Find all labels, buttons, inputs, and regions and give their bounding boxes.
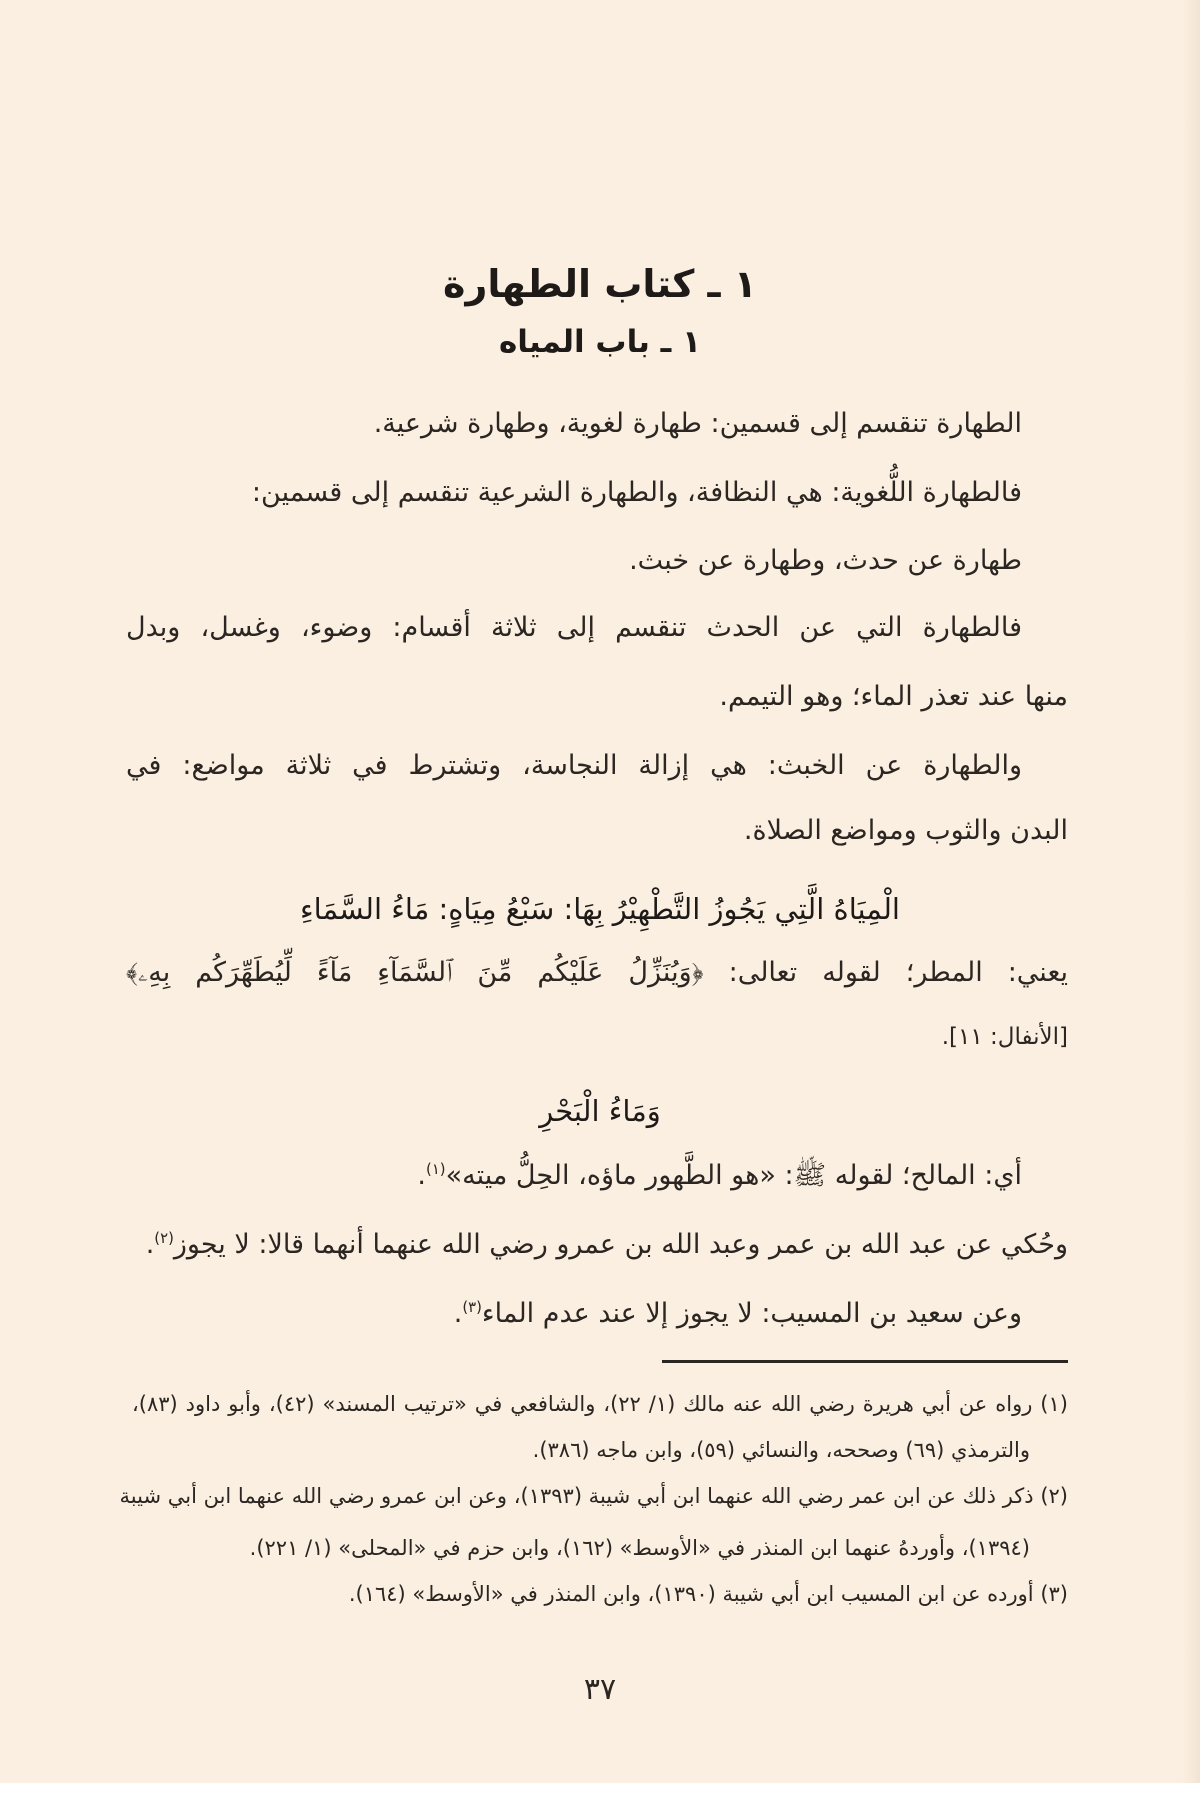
explanation-text: وعن سعيد بن المسيب: لا يجوز إلا عند عدم الماء (481, 1298, 1022, 1329)
paragraph-line: طهارة عن حدث، وطهارة عن خبث. (629, 545, 1022, 576)
footnote-divider (662, 1360, 1068, 1363)
section-title: ١ ـ باب المياه (499, 324, 701, 360)
explanation-line: وعن سعيد بن المسيب: لا يجوز إلا عند عدم الماء$^{(٣)}$. (453, 1298, 1022, 1329)
matn-text: الْمِيَاهُ الَّتِي يَجُوزُ التَّطْهِيْرُ بِهَا: سَبْعُ مِيَاهٍ: مَاءُ السَّمَاءِ (300, 892, 900, 926)
paragraph-line: الطهارة تنقسم إلى قسمين: طهارة لغوية، وطهارة شرعية. (373, 408, 1022, 439)
paragraph-line: فالطهارة التي عن الحدث تنقسم إلى ثلاثة أقسام: وضوء، وغسل، وبدل (126, 612, 1022, 643)
footnote-line: (٣) أورده عن ابن المسيب ابن أبي شيبة (١٣٩٠)، وابن المنذر في «الأوسط» (١٦٤). (348, 1582, 1068, 1606)
paragraph-line: البدن والثوب ومواضع الصلاة. (743, 815, 1068, 846)
paragraph-line: منها عند تعذر الماء؛ وهو التيمم. (719, 681, 1068, 712)
chapter-title: ١ ـ كتاب الطهارة (443, 262, 757, 306)
paragraph-line: والطهارة عن الخبث: هي إزالة النجاسة، وتشترط في ثلاثة مواضع: في (126, 750, 1022, 781)
footnote-ref[interactable]: (٢) (154, 1229, 174, 1247)
footnote-ref[interactable]: (١) (426, 1160, 446, 1178)
footnote-line: (١) رواه عن أبي هريرة رضي الله عنه مالك (١/ ٢٢)، والشافعي في «ترتيب المسند» (٤٢)، وأبو داود (٨٣)، (132, 1392, 1068, 1416)
explanation-text: وحُكي عن عبد الله بن عمر وعبد الله بن عمرو رضي الله عنهما أنهما قالا: لا يجوز (173, 1229, 1068, 1260)
footnote-line: (٢) ذكر ذلك عن ابن عمر رضي الله عنهما ابن أبي شيبة (١٣٩٣)، وعن ابن عمرو رضي الله عنهما ابن أبي شيبة (119, 1484, 1068, 1508)
matn-text: وَمَاءُ الْبَحْرِ (539, 1094, 661, 1128)
explanation-line: يعني: المطر؛ لقوله تعالى: ﴿وَيُنَزِّلُ عَلَيْكُم مِّنَ ٱلسَّمَآءِ مَآءً لِّيُطَهِّرَكُم بِهِۦ﴾ (126, 957, 1068, 988)
footnote-line: (١٣٩٤)، وأوردهُ عنهما ابن المنذر في «الأوسط» (١٦٢)، وابن حزم في «المحلى» (١/ ٢٢١). (249, 1536, 1030, 1560)
explanation-line: وحُكي عن عبد الله بن عمر وعبد الله بن عمرو رضي الله عنهما أنهما قالا: لا يجوز$^{(٢)}$. (145, 1229, 1068, 1260)
explanation-line: أي: المالح؛ لقوله ﷺ: «هو الطَّهور ماؤه، الحِلُّ ميته»$^{(١)}$. (417, 1160, 1022, 1191)
paragraph-line: فالطهارة اللُّغوية: هي النظافة، والطهارة الشرعية تنقسم إلى قسمين: (251, 477, 1022, 508)
quran-reference: [الأنفال: ١١]. (941, 1024, 1068, 1050)
footnote-line: والترمذي (٦٩) وصححه، والنسائي (٥٩)، وابن ماجه (٣٨٦). (532, 1438, 1030, 1462)
page-number: ٣٧ (583, 1672, 617, 1707)
footnote-ref[interactable]: (٣) (462, 1298, 482, 1316)
explanation-text: أي: المالح؛ لقوله ﷺ: «هو الطَّهور ماؤه، الحِلُّ ميته» (445, 1160, 1022, 1191)
